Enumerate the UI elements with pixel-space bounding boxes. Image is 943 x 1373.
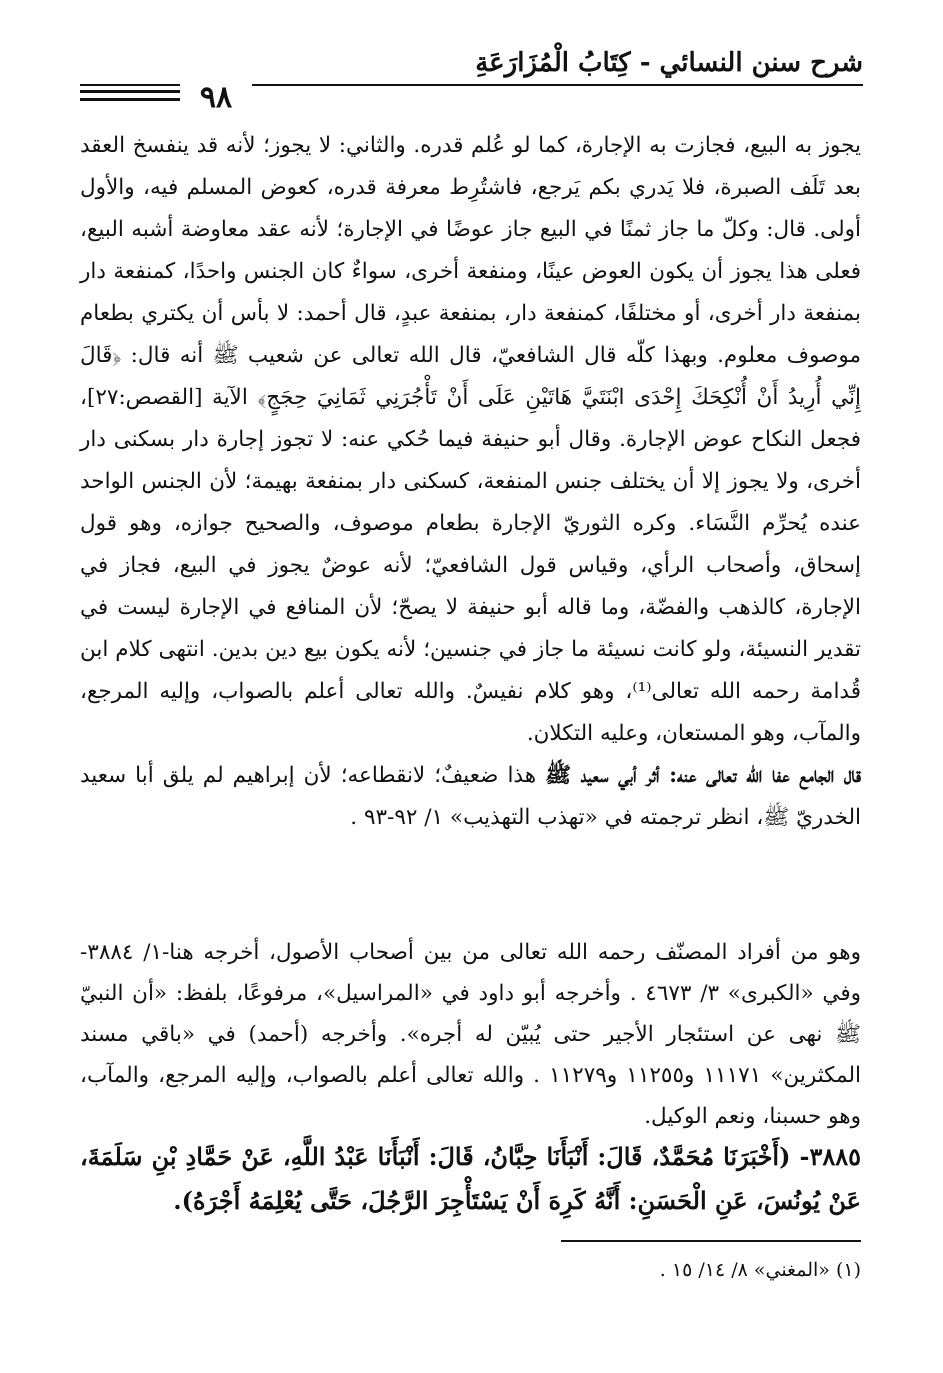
takhrij-note [80, 932, 861, 1137]
footnotes [80, 1250, 861, 1290]
running-title: شرح سنن النسائي - كِتَابُ الْمُزَارَعَةِ [475, 48, 863, 78]
page-header [80, 48, 863, 115]
hadith-text [80, 1135, 861, 1223]
compiler-note-lead: قال الجامع عفا الله تعالى عنه: أثر أبي سعيد ﷺ [545, 763, 861, 788]
compiler-note [80, 755, 861, 839]
takhrij-paragraph: وهو من أفراد المصنّف رحمه الله تعالى من بين أصحاب الأصول، أخرجه هنا-١/ ٣٨٨٤- وفي «الكبرى» ٣/ ٤٦٧٣ . وأخرجه أبو داود في «المراسيل»، مرفوعًا، بلفظ: «أن النبيّ ﷺ نهى عن استئجار الأجير حتى يُبيّن له أجره». وأخرجه (أحمد) في «باقي مسند المكثرين» ١١١٧١ و١١٢٥٥ و١١٢٧٩ . والله تعالى أعلم بالصواب، وإليه المرجع، والمآب، وهو حسبنا، ونعم الوكيل. [80, 940, 862, 1129]
header-double-rule-upper [80, 90, 180, 93]
compiler-note-text: هذا ضعيفٌ؛ لانقطاعه؛ لأن إبراهيم لم يلق أبا سعيد الخدريّ ﷺ، انظر ترجمته في «تهذب التهذيب» ١/ ٩٢-٩٣ . [80, 763, 861, 830]
main-commentary [80, 125, 861, 839]
footnote-separator [561, 1240, 861, 1242]
footnote-1: (١) «المغني» ٨/ ١٤/ ١٥ . [659, 1259, 861, 1281]
page-number: ٩٨ [180, 80, 252, 115]
hadith-paragraph: ٣٨٨٥- (أَخْبَرَنَا مُحَمَّدٌ، قَالَ: أَنْبَأَنَا حِبَّانُ، قَالَ: أَنْبَأَنَا عَبْدُ اللَّهِ، عَنْ حَمَّادِ بْنِ سَلَمَةَ، عَنْ يُونُسَ، عَنِ الْحَسَنِ: أَنَّهُ كَرِهَ أَنْ يَسْتَأْجِرَ الرَّجُلَ، حَتَّى يُعْلِمَهُ أَجْرَهُ). [80, 1142, 861, 1215]
header-double-rule-lower [80, 98, 180, 101]
commentary-paragraph: يجوز به البيع، فجازت به الإجارة، كما لو عُلم قدره. والثاني: لا يجوز؛ لأنه قد ينفسخ العقد بعد تَلَف الصبرة، فلا يَدري بكم يَرجع، فاشتُرِط معرفة قدره، كعوض المسلم فيه، والأول أولى. قال: وكلّ ما جاز ثمنًا في البيع جاز عوضًا في الإجارة؛ لأنه عقد معاوضة أشبه البيع، فعلى هذا يجوز أن يكون العوض عينًا، ومنفعة أخرى، سواءٌ كان الجنس واحدًا، كمنفعة دار بمنفعة دار أخرى، أو مختلفًا، كمنفعة دار، بمنفعة عبدٍ، قال أحمد: لا بأس أن يكتري بطعام موصوف معلوم. وبهذا كلّه قال الشافعيّ، قال الله تعالى عن شعيب ﷺ أنه قال: ﴿قَالَ إِنِّي أُرِيدُ أَنْ أُنْكِحَكَ إِحْدَى ابْنَتَيَّ هَاتَيْنِ عَلَى أَنْ تَأْجُرَنِي ثَمَانِيَ حِجَجٍ﴾ الآية [القصص:٢٧]، فجعل النكاح عوض الإجارة. وقال أبو حنيفة فيما حُكي عنه: لا تجوز إجارة دار بسكنى دار أخرى، ولا يجوز إلا أن يختلف جنس المنفعة، كسكنى دار بمنفعة بهيمة؛ لأن الجنس الواحد عنده يُحرِّم النَّسَاء. وكره الثوريّ الإجارة بطعام موصوف، والصحيح جوازه، وهو قول إسحاق، وأصحاب الرأي، وقياس قول الشافعيّ؛ لأنه عوضٌ يجوز في البيع، فجاز في الإجارة، كالذهب والفضّة، وما قاله أبو حنيفة لا يصحّ؛ لأن المنافع في الإجارة ليست في تقدير النسيئة، ولو كانت نسيئة ما جاز في جنسين؛ لأنه يكون بيع دين بدين. انتهى كلام ابن قُدامة رحمه الله تعالى⁽¹⁾، وهو كلام نفيسٌ. والله تعالى أعلم بالصواب، وإليه المرجع، والمآب، وهو المستعان، وعليه التكلان. [80, 133, 861, 746]
